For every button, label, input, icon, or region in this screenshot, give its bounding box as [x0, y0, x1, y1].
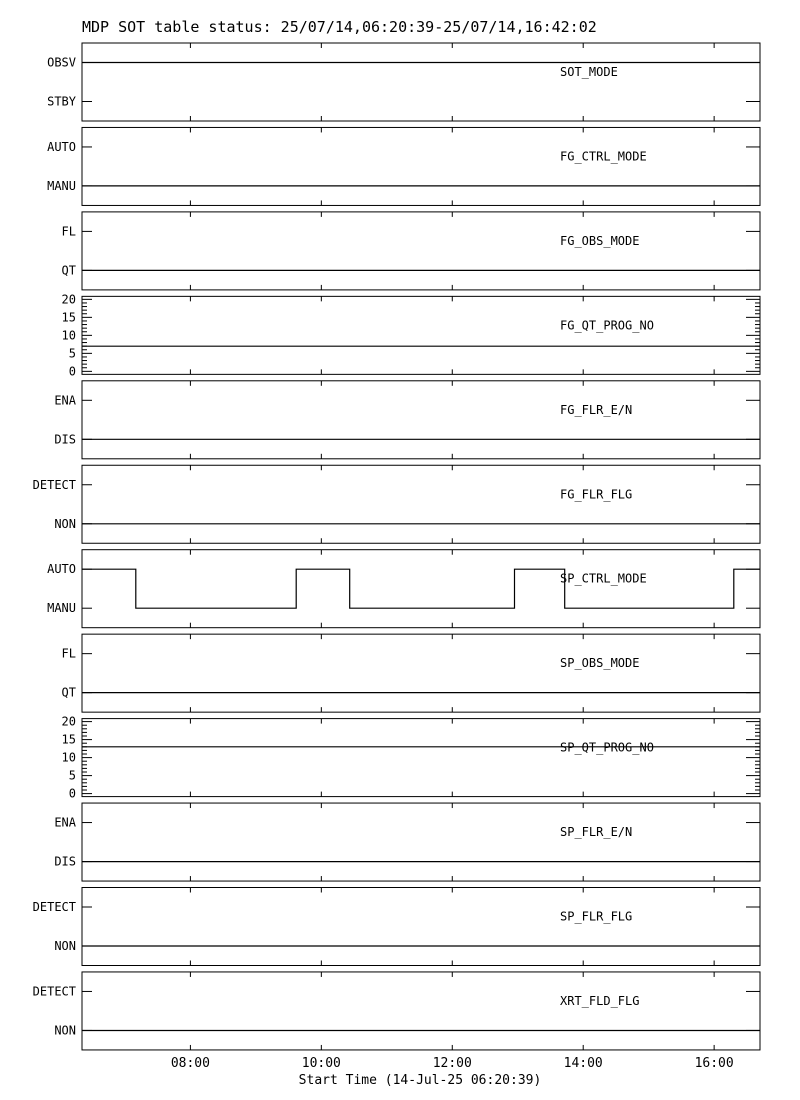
panel-title: SOT_MODE [560, 65, 618, 79]
panel-title: XRT_FLD_FLG [560, 993, 640, 1008]
panel-frame [82, 550, 760, 628]
figure-title: MDP SOT table status: 25/07/14,06:20:39-25/07/14,16:42:02 [82, 18, 597, 36]
panel-title: SP_OBS_MODE [560, 656, 640, 671]
panel-frame [82, 212, 760, 290]
panel-title: SP_FLR_E/N [560, 825, 633, 840]
y-tick-label: 5 [68, 346, 76, 361]
y-tick-label: DETECT [32, 984, 76, 999]
y-tick-label: STBY [47, 94, 76, 109]
panel-frame [82, 381, 760, 459]
panel-frame [82, 803, 760, 881]
y-tick-label: ENA [54, 393, 76, 408]
x-axis [171, 1056, 734, 1071]
y-tick-label: DETECT [32, 900, 76, 914]
y-tick-label: QT [61, 263, 76, 278]
x-axis-label: Start Time (14-Jul-25 06:20:39) [298, 1073, 542, 1088]
y-tick-label: NON [54, 516, 76, 531]
panel-fg-flr-e-n [54, 381, 760, 459]
y-tick-label: OBSV [47, 55, 76, 70]
panel-fg-ctrl-mode [47, 127, 760, 205]
panel-frame [82, 127, 760, 205]
y-tick-label: QT [61, 685, 76, 700]
panel-fg-obs-mode [62, 212, 760, 290]
panel-title: SP_CTRL_MODE [560, 571, 647, 586]
y-tick-label: 10 [61, 328, 76, 343]
y-tick-label: NON [54, 1023, 76, 1038]
panel-frame [82, 634, 760, 712]
panel-frame [82, 43, 760, 121]
y-tick-label: 15 [61, 732, 76, 747]
x-tick-label: 14:00 [563, 1055, 603, 1071]
y-tick-label: 5 [68, 768, 76, 783]
panel-title: FG_CTRL_MODE [560, 149, 647, 164]
panels [33, 43, 760, 1050]
y-tick-label: FL [61, 224, 76, 239]
panel-title: FG_FLR_E/N [560, 402, 633, 417]
series-line [82, 569, 760, 608]
panel-sp-ctrl-mode [47, 550, 760, 628]
y-tick-label: MANU [47, 601, 76, 616]
y-tick-label: AUTO [47, 562, 76, 577]
panel-frame [82, 296, 760, 374]
panel-frame [82, 972, 760, 1050]
y-tick-label: DIS [54, 432, 76, 447]
y-tick-label: ENA [54, 815, 76, 830]
panel-title: FG_OBS_MODE [560, 233, 640, 248]
y-tick-label: DIS [54, 854, 76, 869]
panel-frame [82, 888, 760, 966]
panel-title: FG_QT_PROG_NO [560, 318, 654, 333]
panel-sp-flr-flg [33, 888, 760, 966]
panel-sp-obs-mode [62, 634, 760, 712]
panel-sp-qt-prog-no [62, 715, 760, 801]
y-tick-label: AUTO [47, 139, 76, 154]
y-tick-label: 10 [61, 750, 76, 765]
y-tick-label: 20 [61, 714, 76, 729]
y-tick-label: NON [54, 939, 76, 953]
y-tick-label: 20 [61, 292, 76, 307]
y-tick-label: MANU [47, 178, 76, 193]
panel-frame [82, 465, 760, 543]
y-tick-label: DETECT [32, 477, 76, 492]
x-tick-label: 10:00 [301, 1055, 341, 1071]
y-tick-label: FL [61, 646, 76, 661]
panel-xrt-fld-flg [33, 972, 760, 1050]
panel-title: SP_QT_PROG_NO [560, 740, 654, 755]
panel-fg-qt-prog-no [62, 292, 760, 378]
panel-sp-flr-e-n [54, 803, 760, 881]
x-tick-label: 16:00 [694, 1055, 734, 1071]
y-tick-label: 0 [68, 786, 76, 801]
panel-title: FG_FLR_FLG [560, 487, 633, 502]
panel-sot-mode [47, 43, 760, 121]
panel-title: SP_FLR_FLG [560, 909, 633, 924]
panel-frame [82, 719, 760, 797]
x-tick-label: 12:00 [432, 1055, 472, 1071]
panel-fg-flr-flg [33, 465, 760, 543]
x-tick-label: 08:00 [170, 1055, 210, 1071]
y-tick-label: 0 [68, 364, 76, 379]
y-tick-label: 15 [61, 310, 76, 325]
